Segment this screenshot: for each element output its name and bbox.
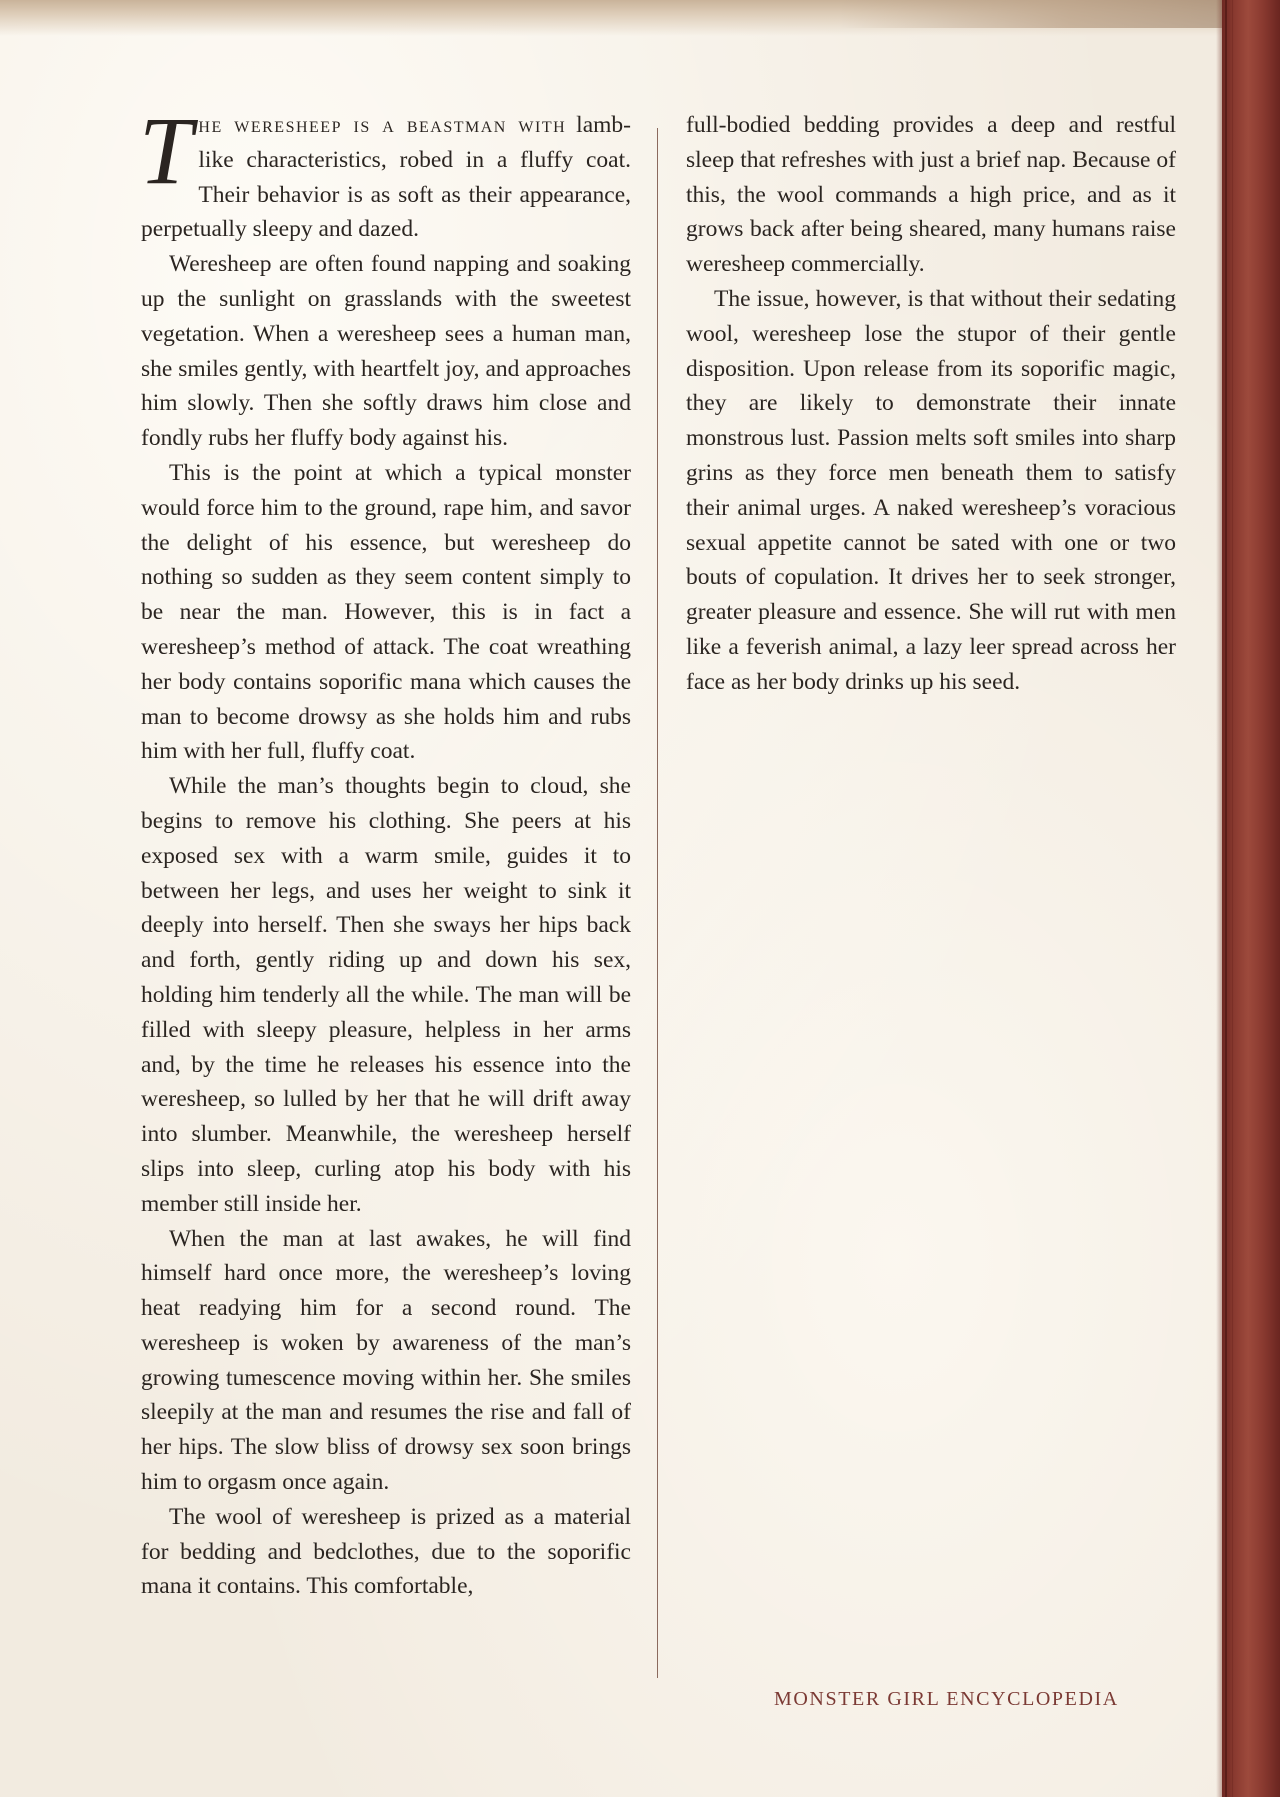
paragraph-6-continued: full-bodied bedding provides a deep and restful sleep that refreshes with just a brief nap. Because of this, the wool commands a high price, and as it grows back after being sheared, many humans raise weresheep commercially. xyxy=(686,112,1176,278)
page-top-stain xyxy=(840,0,1222,28)
left-column xyxy=(139,97,631,1708)
paragraph-5: When the man at last awakes, he will find himself hard once more, the weresheep’s loving heat readying him for a second round. The weresheep is woken by awareness of the man’s growing tumescence moving within her. She smiles sleepily at the man and resumes the rise and fall of her hips. The slow bliss of drowsy sex soon brings him to orgasm once again. xyxy=(141,1225,631,1496)
lead-in: he weresheep is a beastman with xyxy=(198,112,567,138)
paragraph-6: The wool of weresheep is prized as a material for bedding and bedclothes, due to the soporific mana it contains. This comfortable, xyxy=(141,1503,631,1600)
paragraph-1 xyxy=(139,97,631,247)
spine-edge-line xyxy=(1232,0,1233,1797)
paragraph-2: Weresheep are often found napping and soaking up the sunlight on grasslands with the sweetest vegetation. When a weresheep sees a human man, she smiles gently, with heartfelt joy, and approaches him slowly. Then she softly draws him close and fondly rubs her fluffy body against his. xyxy=(141,251,631,452)
column-divider xyxy=(657,128,658,1678)
spine-edge-line xyxy=(1225,0,1227,1797)
paragraph-7: The issue, however, is that without their sedating wool, weresheep lose the stupor of their gentle disposition. Upon release from its soporific magic, they are likely to demonstrate their innate monstrous lust. Passion melts soft smiles into sharp grins as they force men beneath them to satisfy their animal urges. A naked weresheep’s voracious sexual appetite cannot be sated with one or two bouts of copulation. It drives her to seek stronger, greater pleasure and essence. She will rut with men like a feverish animal, a lazy leer spread across her face as her body drinks up his seed. xyxy=(686,285,1176,695)
book-spine xyxy=(1222,0,1280,1797)
right-column xyxy=(686,108,1176,700)
paragraph-4: While the man’s thoughts begin to cloud, she begins to remove his clothing. She peers at his exposed sex with a warm smile, guides it to between her legs, and uses her weight to sink it deeply into herself. Then she sways her hips back and forth, gently riding up and down his sex, holding him tenderly all the while. The man will be filled with sleepy pleasure, helpless in her arms and, by the time he releases his essence into the weresheep, so lulled by her that he will drift away into slumber. Meanwhile, the weresheep herself slips into sleep, curling atop his body with his member still inside her. xyxy=(141,773,631,1217)
drop-cap: T xyxy=(139,97,193,204)
paragraph-text: lamb-like characteristics, robed in a fluffy coat. Their behavior is as soft as their appearance, perpetually sleepy and dazed. xyxy=(141,112,631,243)
paragraph-3: This is the point at which a typical monster would force him to the ground, rape him, and savor the delight of his essence, but weresheep do nothing so sudden as they seem content simply to be near the man. However, this is in fact a weresheep’s method of attack. The coat wreathing her body contains soporific mana which causes the man to become drowsy as she holds him and rubs him with her full, fluffy coat. xyxy=(141,459,631,765)
running-footer: MONSTER GIRL ENCYCLOPEDIA xyxy=(774,1688,1119,1710)
